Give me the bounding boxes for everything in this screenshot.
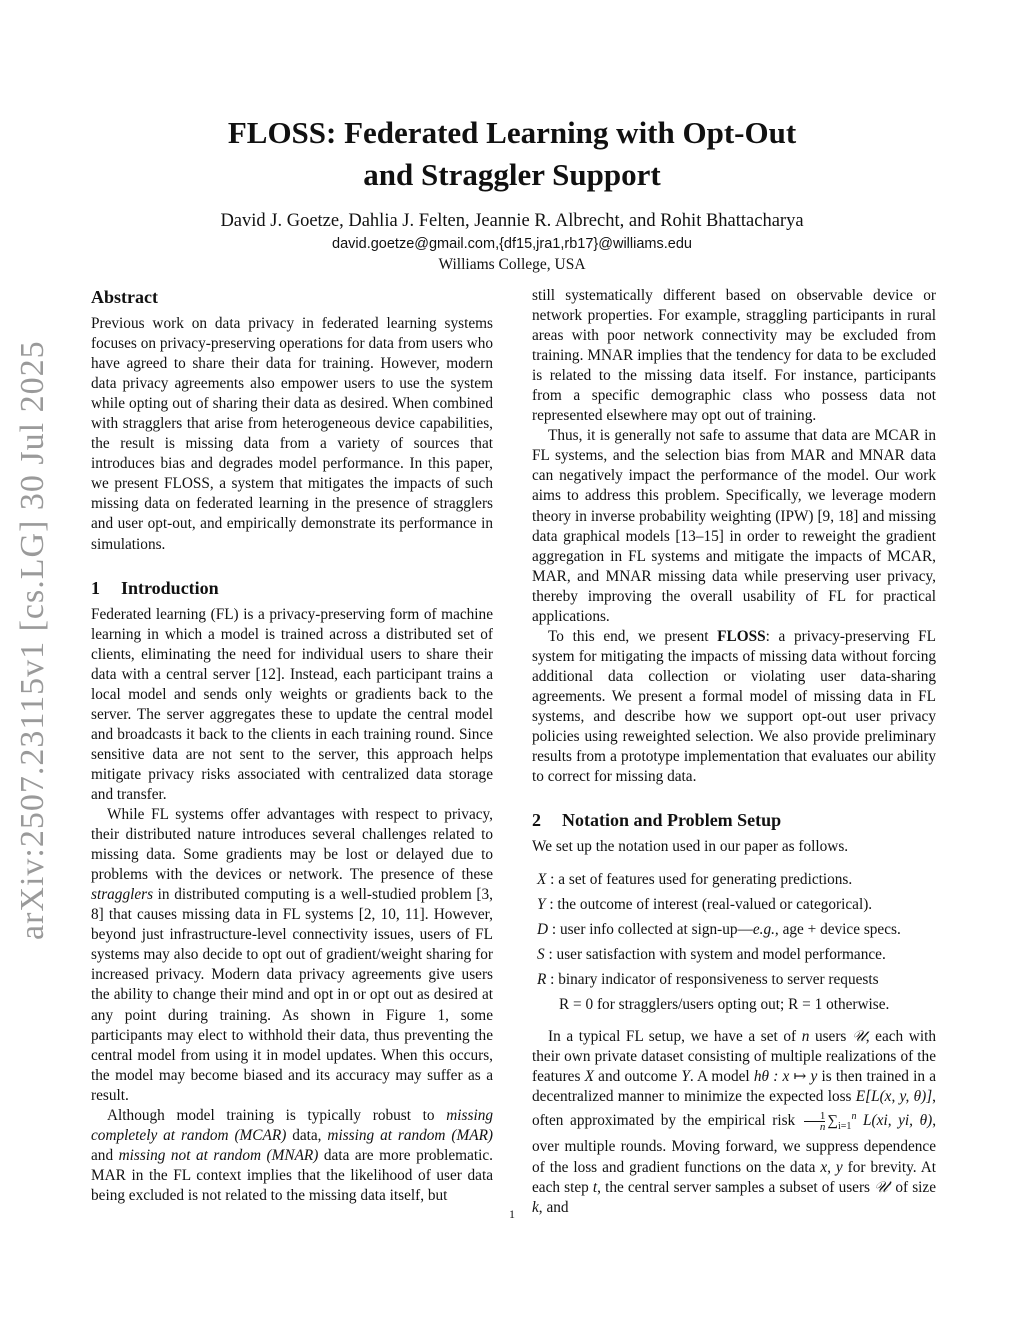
intro-paragraph-3: Although model training is typically robust to missing completely at random (MCAR) data, missing at random (MAR) and missing not at random (MNAR) data are more problematic. MAR in the FL context implies that the likelihood of user data being excluded is not related to the missing data itself, but bbox=[91, 1106, 494, 1204]
term-mar: missing at random (MAR) bbox=[327, 1126, 494, 1144]
fraction-1-over-n: $\frac{1}{n}$ bbox=[804, 1111, 826, 1132]
affiliation: Williams College, USA bbox=[438, 256, 586, 273]
abstract-heading: Abstract bbox=[91, 287, 158, 307]
term-mcar: missing completely at random (MCAR) bbox=[91, 1106, 493, 1144]
notation-r-definition: R = 0 for stragglers/users opting out; R = 1 otherwise. bbox=[559, 996, 890, 1014]
paper-title bbox=[120, 112, 904, 196]
page-number: 1 bbox=[509, 1207, 515, 1221]
title-line-2: and Straggler Support bbox=[363, 157, 661, 192]
notation-item: R : binary indicator of responsiveness to server requests bbox=[537, 971, 879, 989]
section-heading-notation bbox=[532, 809, 936, 831]
intro-paragraph-1: Federated learning (FL) is a privacy-preserving form of machine learning in which a model is trained across a distributed set of clients, eliminating the need for individual users to share their data with a central server [12]. Instead, each participant trains a local model and sends only weights or gradients back to the server. The server aggregates these to update the central model and broadcasts it back to the clients in each training round. Since sensitive data are not sent to the server, this approach helps mitigate privacy risks associated with centralized data storage and transfer. bbox=[91, 605, 493, 803]
notation-item: Y : the outcome of interest (real-valued or categorical). bbox=[537, 896, 873, 914]
author-emails: david.goetze@gmail.com,{df15,jra1,rb17}@williams.edu bbox=[332, 236, 692, 252]
left-column bbox=[91, 286, 493, 1206]
intro-paragraph-4: still systematically different based on observable device or network properties. For example, straggling participants in rural areas with poor network connectivity may be excluded from training. MNAR implies that the tendency for data to be excluded is related to the missing data itself. For instance, participants from a specific demographic class who possess data not represented elsewhere may opt out of training. bbox=[532, 287, 936, 425]
section-number: 2 bbox=[532, 810, 541, 831]
intro-paragraph-5: Thus, it is generally not safe to assume that data are MCAR in FL systems, and the selection bias from MAR and MNAR data can negatively impact the performance of the model. Our work aims to address this problem. Specifically, we leverage modern theory in inverse probability weighting (IPW) [9, 18] and missing data graphical models [13–15] in order to reweight the gradient aggregation in FL systems and mitigate the impacts of MCAR, MAR, and MNAR missing data while preserving user privacy, thereby improving the overall usability of FL for practical applications. bbox=[532, 427, 936, 625]
notation-lead: We set up the notation used in our paper as follows. bbox=[532, 838, 849, 856]
right-column bbox=[532, 286, 936, 1218]
abstract-text: Previous work on data privacy in federated learning systems focuses on privacy-preserving operations for data from users who have agreed to share their data for training. However, modern data privacy agreements also empower users to use the system while opting out of sharing their data as desired. When combined with stragglers that arise from heterogeneous device capabilities, the result is missing data from a variety of sources that introduces bias and degrades model performance. In this paper, we present FLOSS, a system that mitigates the impacts of such missing data on federated learning in the presence of stragglers and user opt-out, and empirically demonstrate its performance in simulations. bbox=[91, 315, 493, 553]
section-number: 1 bbox=[91, 577, 100, 598]
paper-header bbox=[120, 112, 904, 275]
intro-paragraph-2: While FL systems offer advantages with respect to privacy, their distributed nature introduces several challenges related to missing data. Some gradients may be lost or delayed due to problems with the devices or network. The presence of these stragglers in distributed computing is a well-studied problem [3, 8] that causes missing data in FL systems [2, 10, 11]. However, beyond just infrastructure-level connectivity issues, users of FL systems may also decide to opt out of gradient/weight sharing for increased privacy. Modern data privacy agreements give users the ability to change their mind and opt in or opt out as desired at any point during training. As shown in Figure 1, some participants may elect to withhold their data, thus preventing the central model from using it in model updates. When this occurs, the model may become biased and its accuracy may suffer as a result. bbox=[91, 806, 493, 1104]
notation-item: D : user info collected at sign-up—e.g., age + device specs. bbox=[537, 921, 901, 939]
section-title: Introduction bbox=[121, 577, 219, 598]
setup-paragraph: In a typical FL setup, we have a set of n users 𝒰, each with their own private dataset consisting of multiple realizations of the features X and outcome Y. A model hθ : x ↦ y is then trained in a decentralized manner to minimize the expected loss E[L(x, y, θ)], often approximated by the empirical risk $\frac{1}{n}$ $\sum_{i=1}^n$ L(xi, yi, θ), over multiple rounds. Moving forward, we suppress dependence of the loss and gradient functions on the data x, y for brevity. At each step t, the central server samples a subset of users 𝒰′ of size k, and bbox=[532, 1028, 937, 1216]
notation-list bbox=[537, 867, 936, 1017]
section-title: Notation and Problem Setup bbox=[562, 810, 782, 831]
notation-item: X : a set of features used for generating predictions. bbox=[537, 871, 853, 889]
section-heading-introduction bbox=[91, 577, 493, 599]
term-stragglers: stragglers bbox=[91, 886, 154, 904]
intro-paragraph-6: To this end, we present FLOSS: a privacy-preserving FL system for mitigating the impacts of missing data without forcing additional data collection or violating user data-sharing agreements. We present a formal model of missing data in FL systems, and describe how we support opt-out user privacy policies using reweighted selection. We also provide preliminary results from a prototype implementation that evaluates our ability to correct for missing data. bbox=[532, 627, 936, 786]
term-mnar: missing not at random (MNAR) bbox=[118, 1146, 319, 1164]
arxiv-stamp: arXiv:2507.23115v1 [cs.LG] 30 Jul 2025 bbox=[14, 340, 51, 940]
notation-item: S : user satisfaction with system and model performance. bbox=[537, 946, 886, 964]
author-list: David J. Goetze, Dahlia J. Felten, Jeannie R. Albrecht, and Rohit Bhattacharya bbox=[220, 211, 804, 231]
system-name: FLOSS bbox=[717, 627, 766, 645]
title-line-1: FLOSS: Federated Learning with Opt-Out bbox=[227, 115, 797, 150]
